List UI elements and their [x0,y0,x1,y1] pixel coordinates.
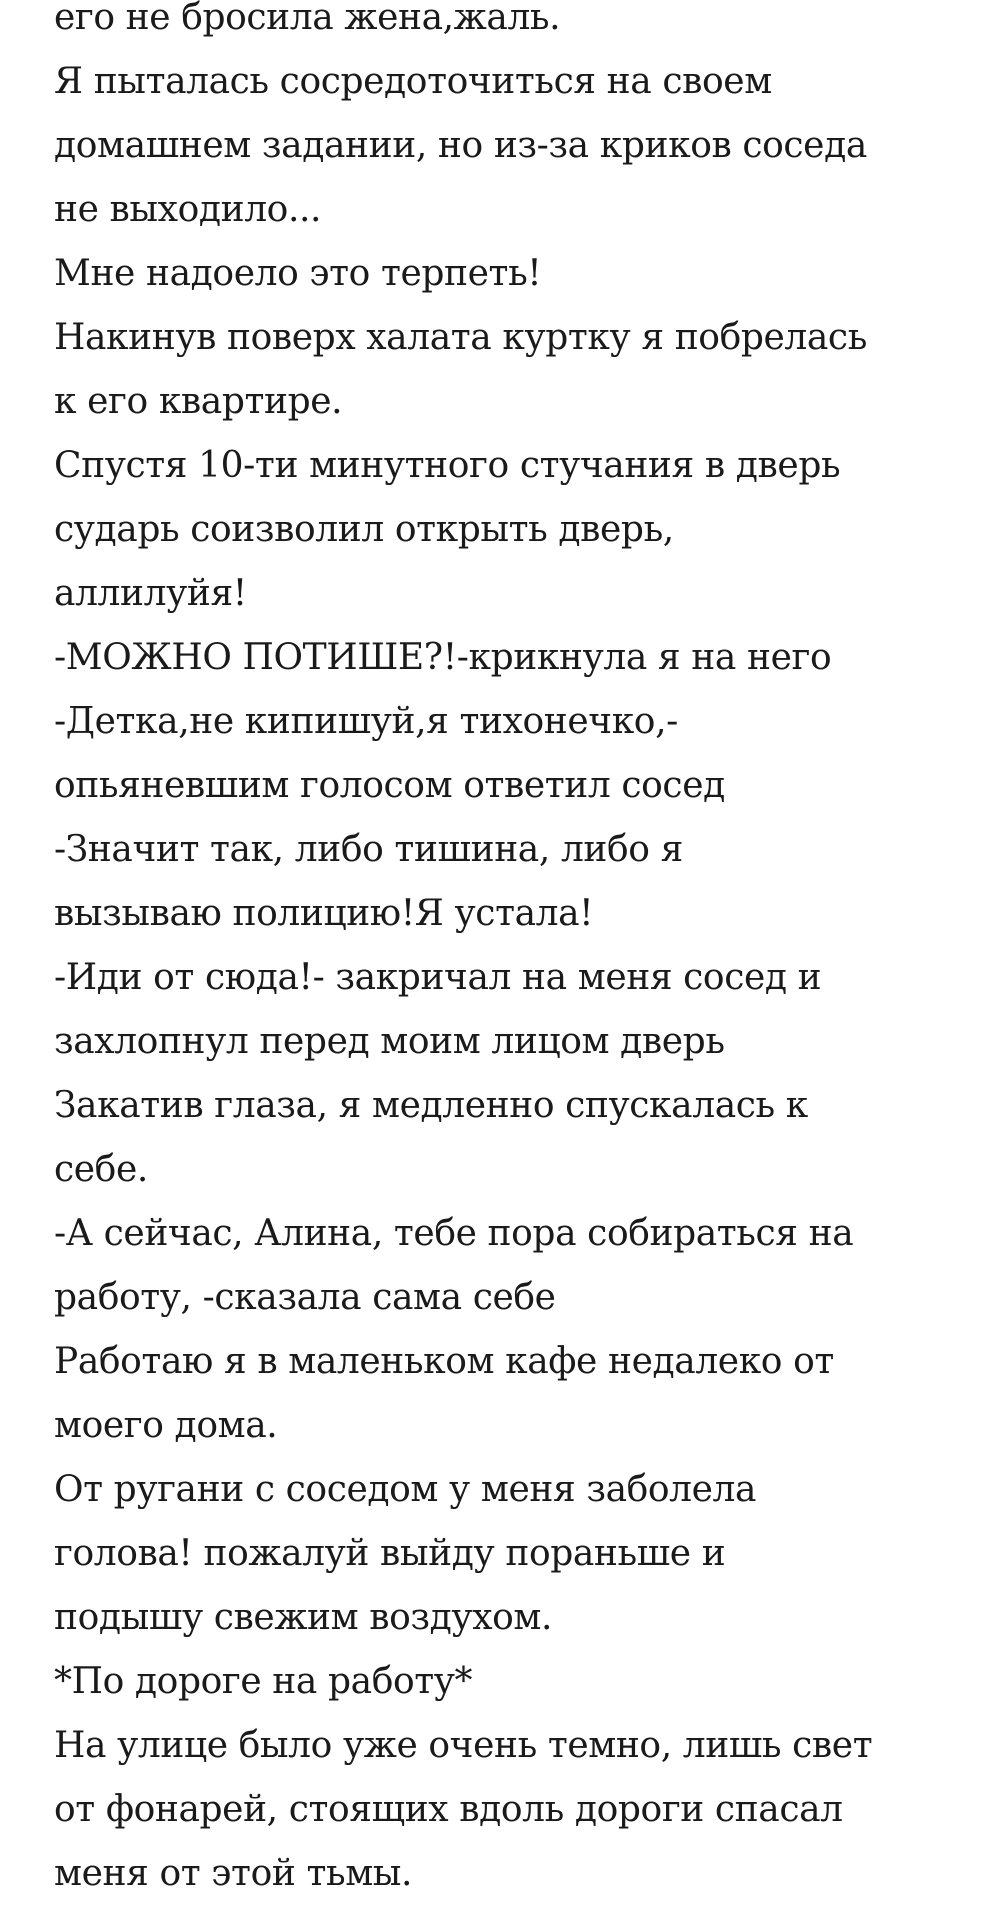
story-line: к его квартире. [54,381,343,422]
story-line: работу, -сказала сама себе [54,1277,556,1318]
story-line: Я пыталась сосредоточиться на своем [54,61,772,102]
story-line: опьяневшим голосом ответил сосед [54,765,725,806]
story-line: не выходило... [54,189,322,230]
story-line: -Значит так, либо тишина, либо я [54,829,683,870]
story-line: -МОЖНО ПОТИШЕ?!-крикнула я на него [54,637,832,678]
story-line: вызываю полицию!Я устала! [54,893,594,934]
story-line: его не бросила жена,жаль. [54,0,561,38]
story-line: Закатив глаза, я медленно спускалась к [54,1085,808,1126]
story-line: себе. [54,1149,148,1190]
story-line: На улице было уже очень темно, лишь свет [54,1725,873,1766]
story-line: моего дома. [54,1405,278,1446]
story-line: домашнем задании, но из-за криков соседа [54,125,867,166]
story-line: Спустя 10-ти минутного стучания в дверь [54,445,841,486]
story-line: -Детка,не кипишуй,я тихонечко,- [54,701,678,742]
story-line: Накинув поверх халата куртку я побрелась [54,317,867,358]
story-line: подышу свежим воздухом. [54,1597,553,1638]
story-line: -А сейчас, Алина, тебе пора собираться на [54,1213,854,1254]
story-line: голова! пожалуй выйду пораньше и [54,1533,726,1574]
story-line: От ругани с соседом у меня заболела [54,1469,757,1510]
story-line: сударь соизволил открыть дверь, [54,509,674,550]
story-text [54,0,984,1906]
story-line: Работаю я в маленьком кафе недалеко от [54,1341,834,1382]
story-line: *По дороге на работу* [54,1661,473,1702]
story-line: меня от этой тьмы. [54,1853,413,1894]
story-line: Мне надоело это терпеть! [54,253,542,294]
story-line: захлопнул перед моим лицом дверь [54,1021,725,1062]
story-line: аллилуйя! [54,573,247,614]
story-line: -Иди от сюда!- закричал на меня сосед и [54,957,822,998]
story-line: от фонарей, стоящих вдоль дороги спасал [54,1789,843,1830]
